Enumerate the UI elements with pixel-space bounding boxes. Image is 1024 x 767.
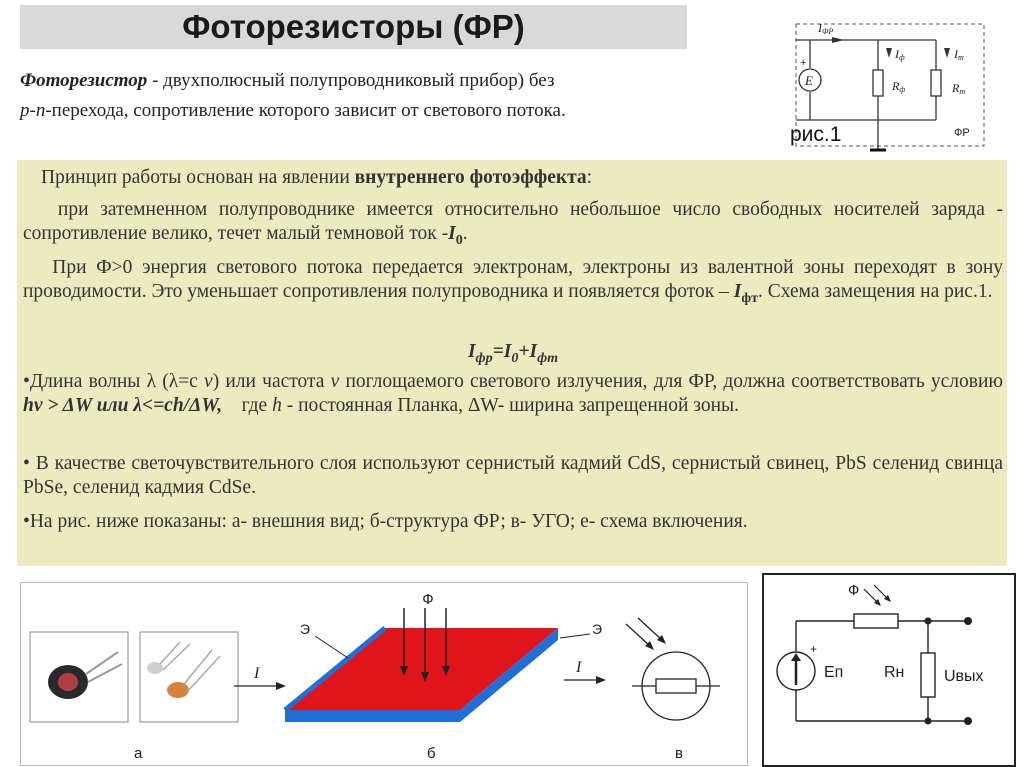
svg-text:I: I [576, 659, 582, 676]
svg-text:IФР: IФР [818, 21, 834, 36]
svg-text:Uвых: Uвых [944, 668, 984, 685]
svg-text:Э: Э [592, 621, 603, 637]
photoresistor-figures [20, 582, 746, 764]
svg-text:Еп: Еп [824, 664, 844, 681]
electrode-left [285, 710, 460, 722]
definition-line1: - двухполюсный полупроводниковый прибор) без [147, 70, 555, 91]
principle-paragraph-3: При Ф>0 энергия светового потока передается электронам, электроны из валентной зоны переходят в зону проводимости. Это уменьшает сопротивления полупроводника и появляется фоток – $I_{фт}$. Схема замещения на рис.1. [23, 257, 1003, 306]
photocurrent-formula: $I_{фр}=I_0+I_{фт}$ [467, 341, 559, 366]
svg-text:а: а [134, 745, 143, 762]
page-title: Фоторезисторы (ФР) [182, 8, 525, 45]
svg-text:ФР: ФР [954, 127, 970, 139]
current-out-arrow-icon [596, 676, 606, 684]
resistor-rf-symbol [873, 70, 883, 96]
load-resistor-symbol [921, 653, 935, 697]
principle-paragraph-2: при затемненном полупроводнике имеется относительно небольшое число свободных носителей заряда - сопротивление велико, течет малый темновой ток $-I_0$. [23, 199, 1003, 248]
svg-text:+: + [810, 642, 818, 656]
svg-text:+: + [800, 57, 807, 69]
title-bar [20, 3, 687, 49]
figures-note-paragraph: •На рис. ниже показаны: а- внешния вид; б-структура ФР; в- УГО; е- схема включения. [23, 511, 748, 532]
svg-text:б: б [427, 745, 436, 762]
svg-text:I: I [254, 665, 260, 682]
definition-text [20, 66, 770, 126]
svg-text:Iт: Iт [954, 47, 964, 62]
svg-text:Rн: Rн [884, 664, 905, 681]
svg-text:Ф: Ф [422, 591, 434, 608]
photoresistor-photo-orange [167, 682, 189, 698]
svg-text:E: E [805, 73, 813, 88]
ugo-resistor [656, 679, 696, 693]
svg-text:Rф: Rф [892, 79, 906, 94]
svg-text:в: в [675, 745, 683, 762]
svg-text:Rт: Rт [952, 81, 966, 96]
current-it-arrow-icon [944, 48, 950, 58]
principle-box [17, 160, 1007, 566]
current-if-arrow-icon [886, 48, 892, 58]
svg-text:Ф: Ф [848, 582, 860, 599]
connection-circuit [762, 573, 1014, 765]
principle-paragraph-1: Принцип работы основан на явлении внутреннего фотоэффекта: [41, 167, 593, 188]
resistor-rt-symbol [931, 70, 941, 96]
current-arrow-icon [832, 37, 844, 43]
figure-1-caption: рис.1 [790, 123, 842, 146]
svg-text:Э: Э [300, 621, 311, 637]
materials-paragraph: • В качестве светочувствительного слоя используют сернистый кадмий CdS, сернистый свинец, PbS селенид свинца PbSe, селенид кадмия CdSe. [23, 453, 1003, 498]
current-in-arrow-icon [276, 682, 286, 690]
photoresistor-symbol [854, 614, 898, 628]
svg-text:Iф: Iф [895, 47, 905, 62]
wavelength-paragraph: •Длина волны λ (λ=c ν) или частота ν поглощаемого светового излучения, для ФР, должна соответствовать условию hν > ΔW или λ<=ch/ΔW, где h - постоянная Планка, ΔW- ширина запрещенной зоны. [23, 371, 1004, 416]
pn-term: p-n [20, 100, 46, 121]
definition-term: Фоторезистор [20, 70, 148, 91]
definition-line2: -перехода, сопротивление которого зависит от светового потока. [45, 100, 566, 121]
